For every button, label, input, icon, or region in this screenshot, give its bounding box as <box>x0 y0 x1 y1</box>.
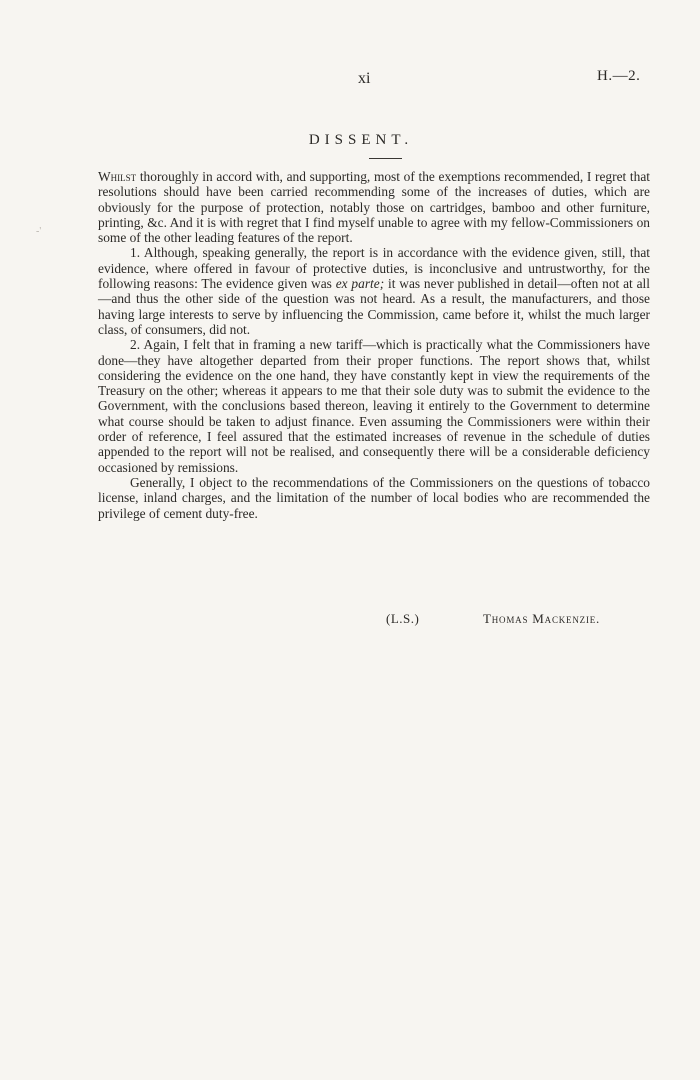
title-rule <box>369 158 402 159</box>
intro-lead-word: Whilst <box>98 169 137 184</box>
signatory-name: Thomas Mackenzie. <box>483 611 601 626</box>
point-1-italic: ex parte; <box>335 276 385 292</box>
point-1-paragraph <box>98 245 650 337</box>
dissent-body <box>98 169 650 521</box>
point-2-paragraph: 2. Again, I felt that in framing a new tariff—which is practically what the Commissioners have done—they have altogether departed from their proper functions. The report shows that, whilst considering the evidence on the one hand, they have constantly kept in view the requirements of the Treasury on the other; whereas it appears to me that their sole duty was to submit the evidence to the Government, with the conclusions based thereon, leaving it entirely to the Government to determine what course should be taken to adjust finance. Even assuming the Commissioners were within their order of reference, I feel assured that the estimated increases of revenue in the schedule of duties appended to the report will not be realised, and consequently there will be a considerable deficiency occasioned by remissions. <box>98 337 650 475</box>
page-number: xi <box>358 70 371 87</box>
margin-mark: -' <box>36 226 42 237</box>
seal-mark: (L.S.) <box>386 611 420 626</box>
section-title: DISSENT. <box>308 132 414 148</box>
intro-paragraph <box>98 169 650 245</box>
point-1-text-a: 1. Although, speaking generally, the report is in accordance with the evidence given, still, that evidence, where offered in favour of protective duties, is inconclusive and untrustworthy, for the following reasons: The evidence given was <box>98 245 650 292</box>
document-code: H.—2. <box>597 68 641 84</box>
point-1-text-b: it was never published in detail—often not at all—and thus the other side of the question was not heard. As a result, the manufacturers, and those having large interests to serve by influencing the Commission, came before it, whilst the much larger class, of consumers, did not. <box>98 276 650 337</box>
conclusion-paragraph: Generally, I object to the recommendations of the Commissioners on the questions of tobacco license, inland charges, and the limitation of the number of local bodies who are recommended the privilege of cement duty-free. <box>98 474 650 521</box>
intro-text: thoroughly in accord with, and supporting, most of the exemptions recommended, I regret that resolutions should have been carried recommending some of the increases of duties, which are obviously for the purpose of protection, notably those on cartridges, bamboo and other furniture, printing, &c. And it is with regret that I find myself unable to agree with my fellow-Commissioners on some of the other leading features of the report. <box>98 169 650 246</box>
